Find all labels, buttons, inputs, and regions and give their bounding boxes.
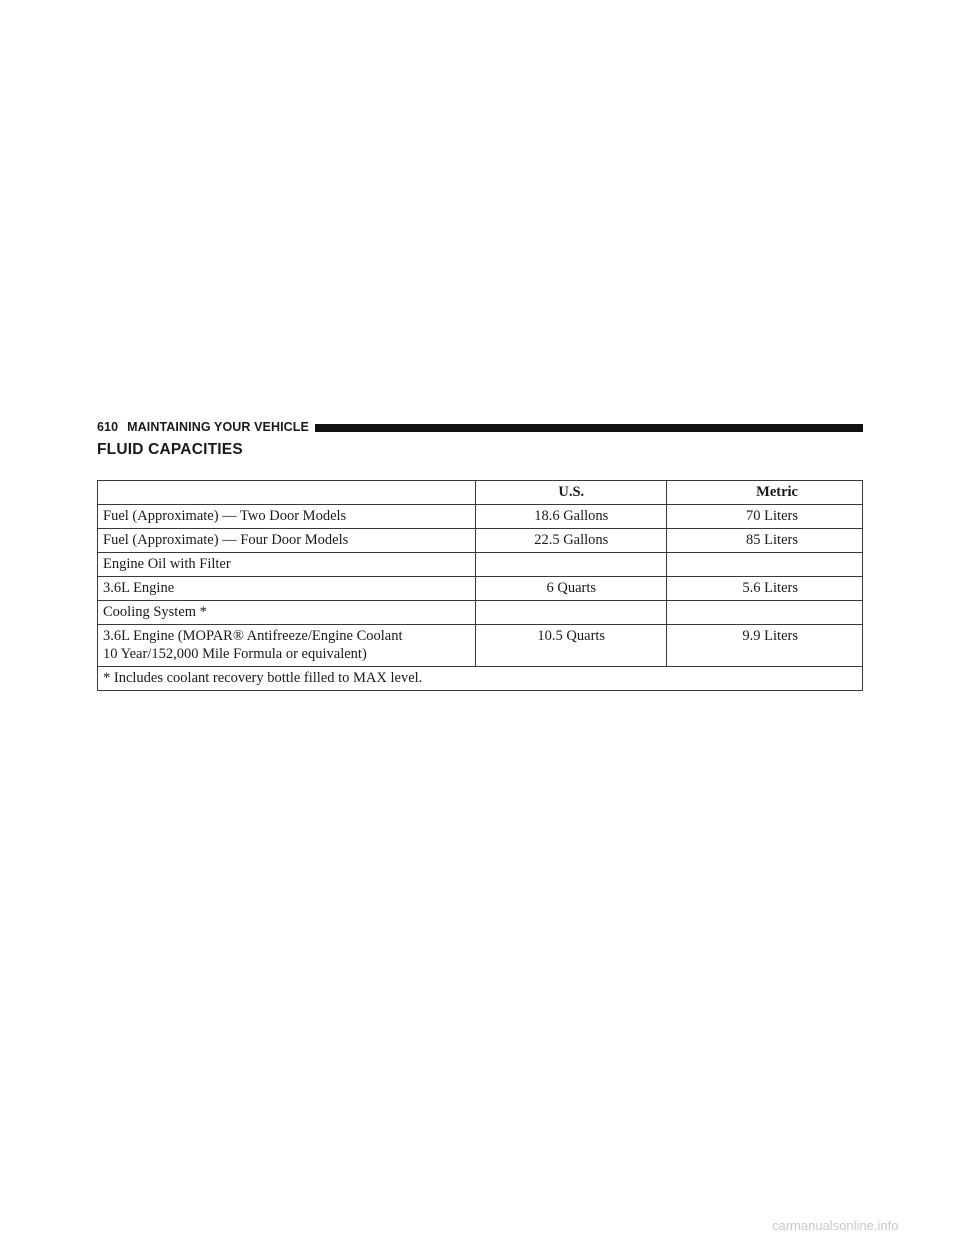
table-row bbox=[98, 601, 863, 625]
row-label-line: 10 Year/152,000 Mile Formula or equivalent) bbox=[103, 646, 367, 662]
row-us-value bbox=[476, 553, 667, 577]
row-label: Engine Oil with Filter bbox=[98, 553, 476, 577]
table-footnote: * Includes coolant recovery bottle filled to MAX level. bbox=[98, 667, 863, 691]
table-row bbox=[98, 529, 863, 553]
row-label: Fuel (Approximate) — Two Door Models bbox=[98, 505, 476, 529]
table-row bbox=[98, 553, 863, 577]
page-header bbox=[97, 418, 863, 436]
table-row bbox=[98, 505, 863, 529]
row-us-value: 6 Quarts bbox=[476, 577, 667, 601]
column-header-label bbox=[98, 481, 476, 505]
page-title: FLUID CAPACITIES bbox=[97, 441, 243, 458]
table-footnote-row bbox=[98, 667, 863, 691]
table-row bbox=[98, 577, 863, 601]
row-metric-value: 85 Liters bbox=[667, 529, 863, 553]
row-label: 3.6L Engine bbox=[98, 577, 476, 601]
row-metric-value: 5.6 Liters bbox=[667, 577, 863, 601]
header-rule bbox=[315, 424, 863, 432]
row-metric-value bbox=[667, 553, 863, 577]
row-label bbox=[98, 625, 476, 667]
row-label-line: 3.6L Engine (MOPAR® Antifreeze/Engine Coolant bbox=[103, 628, 403, 644]
column-header-us: U.S. bbox=[476, 481, 667, 505]
row-label: Cooling System * bbox=[98, 601, 476, 625]
row-us-value: 18.6 Gallons bbox=[476, 505, 667, 529]
row-metric-value: 70 Liters bbox=[667, 505, 863, 529]
section-title: MAINTAINING YOUR VEHICLE bbox=[127, 420, 309, 434]
row-us-value bbox=[476, 601, 667, 625]
table-row bbox=[98, 625, 863, 667]
row-us-value: 10.5 Quarts bbox=[476, 625, 667, 667]
row-us-value: 22.5 Gallons bbox=[476, 529, 667, 553]
table-header-row bbox=[98, 481, 863, 505]
column-header-metric: Metric bbox=[667, 481, 863, 505]
fluid-capacities-table bbox=[97, 480, 863, 691]
row-metric-value bbox=[667, 601, 863, 625]
page-number: 610 bbox=[97, 420, 119, 434]
row-label: Fuel (Approximate) — Four Door Models bbox=[98, 529, 476, 553]
row-metric-value: 9.9 Liters bbox=[667, 625, 863, 667]
watermark: carmanualsonline.info bbox=[772, 1218, 899, 1233]
